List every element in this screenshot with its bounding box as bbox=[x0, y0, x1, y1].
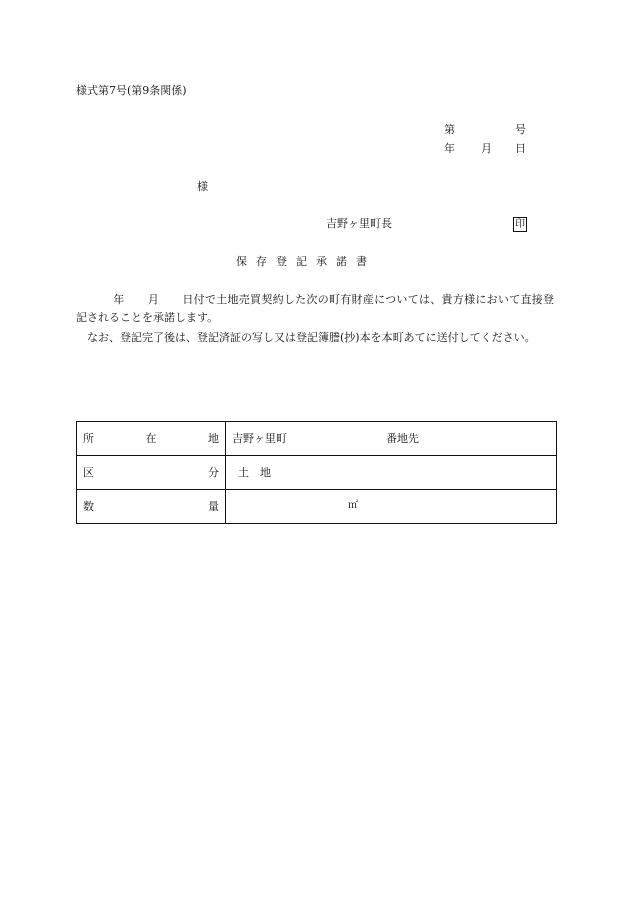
value-quantity bbox=[226, 490, 557, 524]
addressee-suffix: 様 bbox=[197, 180, 208, 193]
seal-mark: 印 bbox=[515, 219, 525, 230]
document-title: 保存登記承諾書 bbox=[236, 255, 376, 268]
number-prefix: 第 bbox=[444, 123, 455, 136]
label-char: 量 bbox=[208, 500, 219, 513]
body-text-2: なお、登記完了後は、登記済証の写し又は登記簿謄(抄)本を本町あてに送付してください。 bbox=[87, 331, 536, 344]
label-char: 在 bbox=[145, 432, 157, 445]
table-row bbox=[77, 490, 557, 524]
body-month: 月 bbox=[147, 293, 160, 306]
value-location bbox=[226, 422, 557, 456]
quantity-unit: ㎡ bbox=[348, 500, 358, 511]
category-value: 土 地 bbox=[238, 466, 271, 479]
label-location bbox=[77, 422, 226, 456]
table-row bbox=[77, 456, 557, 490]
label-char: 地 bbox=[208, 432, 219, 445]
label-category bbox=[77, 456, 226, 490]
table-row bbox=[77, 422, 557, 456]
label-char: 数 bbox=[83, 500, 94, 513]
date-month: 月 bbox=[481, 142, 492, 155]
date-day: 日 bbox=[515, 142, 526, 155]
label-char: 分 bbox=[208, 466, 219, 479]
date-year: 年 bbox=[444, 142, 455, 155]
form-title: 様式第7号(第9条関係) bbox=[76, 84, 187, 97]
body-paragraph-1 bbox=[76, 291, 554, 327]
location-value: 吉野ヶ里町 bbox=[232, 432, 287, 445]
label-quantity bbox=[77, 490, 226, 524]
number-suffix: 号 bbox=[515, 123, 526, 136]
label-char: 所 bbox=[83, 432, 94, 445]
location-suffix: 番地先 bbox=[386, 432, 419, 445]
body-year: 年 bbox=[113, 293, 125, 306]
property-table bbox=[76, 421, 557, 524]
value-category bbox=[226, 456, 557, 490]
body-paragraph-2 bbox=[76, 329, 554, 347]
label-char: 区 bbox=[83, 466, 94, 479]
body-text-1: 日付で土地売買契約した次の町有財産については、貴方様において直接登記されることを承諾します。 bbox=[76, 293, 555, 324]
issuer-name: 吉野ヶ里町長 bbox=[326, 217, 392, 230]
